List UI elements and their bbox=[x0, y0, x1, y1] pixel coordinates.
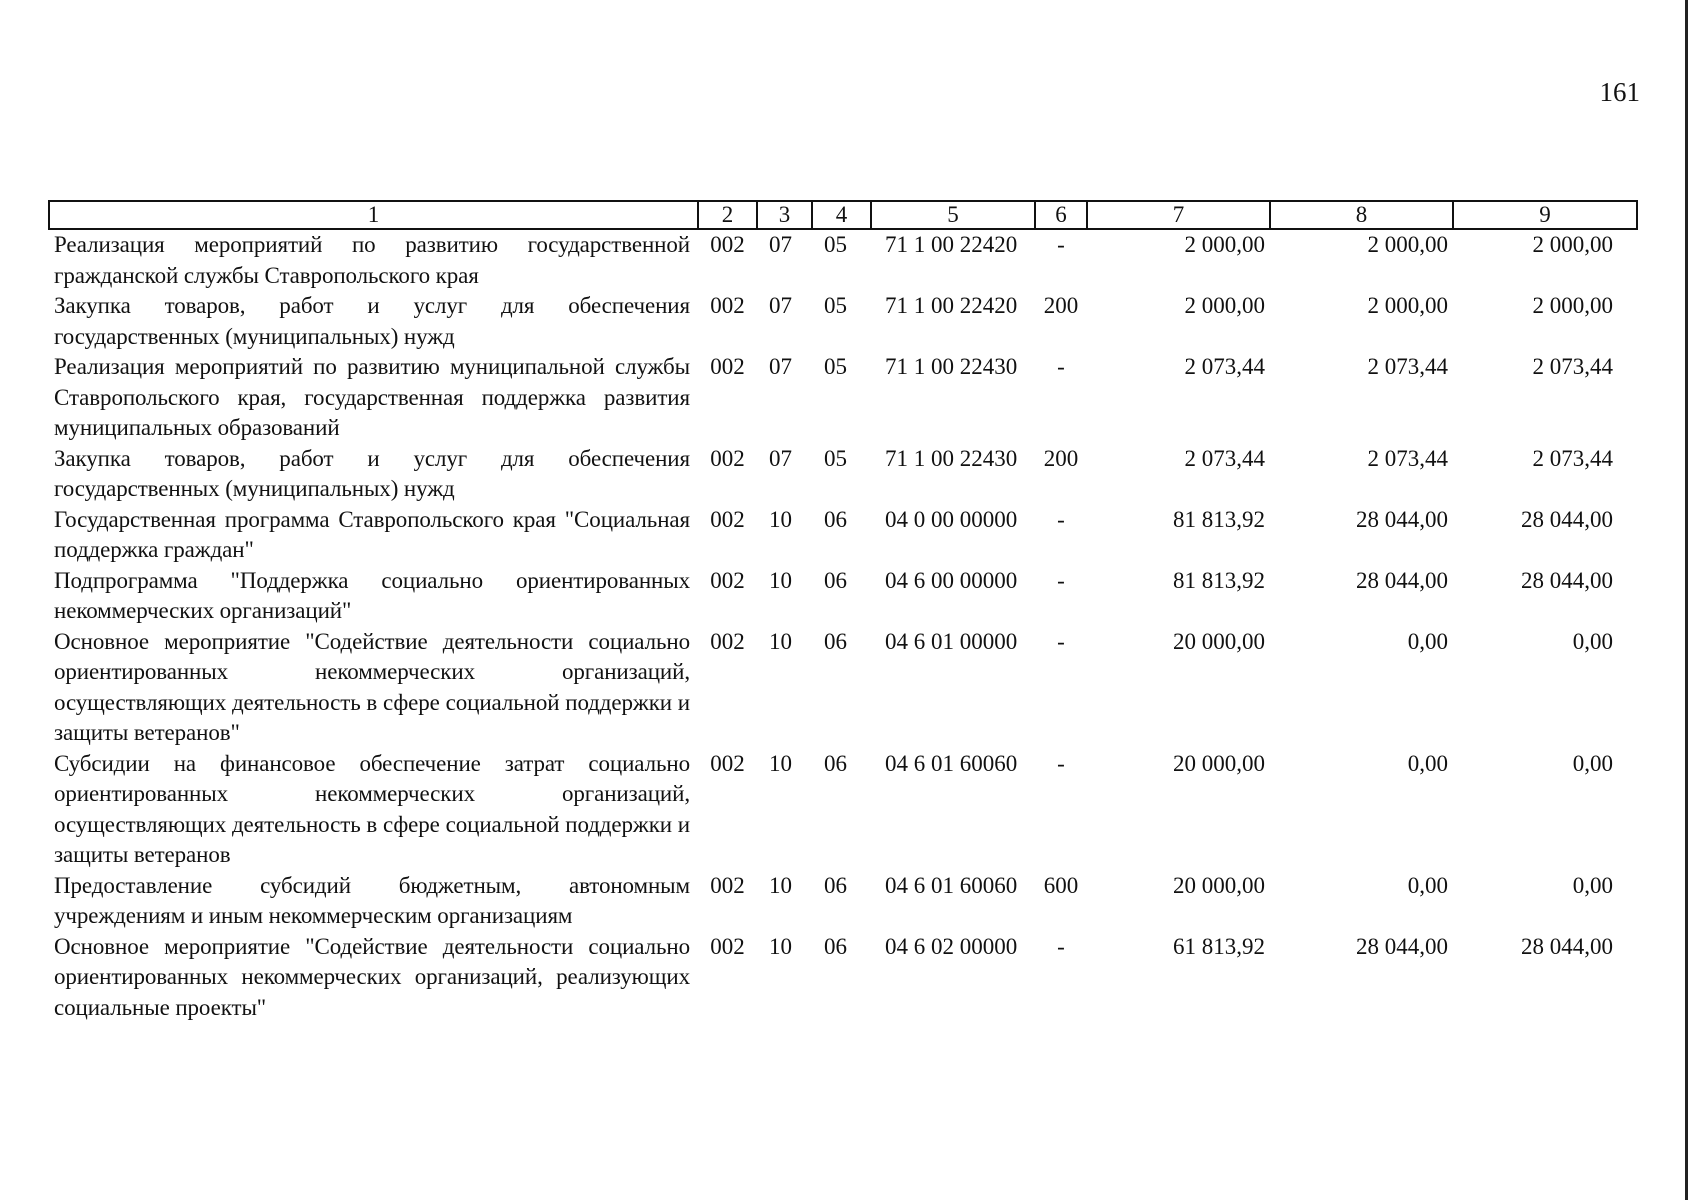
row-rz-code: 10 bbox=[769, 567, 792, 593]
header-col-7: 7 bbox=[1087, 201, 1270, 229]
row-gr-code: 002 bbox=[710, 750, 745, 776]
row-name: Реализация мероприятий по развитию государственной гражданской службы Ставропольского края bbox=[54, 232, 690, 288]
row-value-7: 81 813,92 bbox=[1173, 567, 1265, 593]
row-value-9: 28 044,00 bbox=[1521, 933, 1613, 959]
row-rz-code: 10 bbox=[769, 506, 792, 532]
row-csr-code: 04 6 01 00000 bbox=[885, 628, 1018, 654]
row-pr-code: 06 bbox=[824, 506, 847, 532]
row-value-8: 28 044,00 bbox=[1356, 933, 1448, 959]
header-col-6: 6 bbox=[1035, 201, 1087, 229]
row-value-7: 20 000,00 bbox=[1173, 750, 1265, 776]
row-value-9: 2 000,00 bbox=[1532, 293, 1613, 318]
row-value-9: 0,00 bbox=[1572, 628, 1613, 654]
row-value-7: 2 000,00 bbox=[1184, 232, 1265, 257]
row-gr-code: 002 bbox=[710, 232, 745, 257]
table-row bbox=[49, 505, 1637, 566]
row-csr-code: 04 6 00 00000 bbox=[885, 567, 1018, 593]
page-edge-line bbox=[1685, 0, 1688, 1200]
header-col-1: 1 bbox=[49, 201, 698, 229]
row-gr-code: 002 bbox=[710, 293, 745, 318]
row-vr-code: - bbox=[1057, 628, 1065, 654]
row-name: Субсидии на финансовое обеспечение затрат социально ориентированных некоммерческих организаций, осуществляющих деятельность в сфере социальной поддержки и защиты ветеранов bbox=[54, 750, 690, 867]
row-name: Закупка товаров, работ и услуг для обеспечения государственных (муниципальных) нужд bbox=[54, 445, 690, 501]
row-gr-code: 002 bbox=[710, 933, 745, 959]
table-row bbox=[49, 291, 1637, 352]
row-vr-code: - bbox=[1057, 506, 1065, 532]
row-rz-code: 07 bbox=[769, 354, 792, 379]
row-csr-code: 04 6 02 00000 bbox=[885, 933, 1018, 959]
row-value-7: 2 000,00 bbox=[1184, 293, 1265, 318]
table-row bbox=[49, 229, 1637, 291]
header-col-2: 2 bbox=[698, 201, 757, 229]
header-col-4: 4 bbox=[812, 201, 871, 229]
row-rz-code: 07 bbox=[769, 232, 792, 257]
row-value-7: 2 073,44 bbox=[1184, 354, 1265, 379]
header-col-8: 8 bbox=[1270, 201, 1453, 229]
row-gr-code: 002 bbox=[710, 567, 745, 593]
row-pr-code: 05 bbox=[824, 293, 847, 318]
row-vr-code: - bbox=[1057, 933, 1065, 959]
row-vr-code: - bbox=[1057, 354, 1065, 379]
row-value-8: 2 000,00 bbox=[1367, 293, 1448, 318]
row-value-8: 28 044,00 bbox=[1356, 567, 1448, 593]
row-pr-code: 06 bbox=[824, 750, 847, 776]
budget-table bbox=[48, 200, 1638, 1023]
table-row bbox=[49, 932, 1637, 1024]
row-vr-code: 200 bbox=[1043, 293, 1079, 318]
row-value-8: 2 000,00 bbox=[1367, 232, 1448, 257]
row-value-9: 28 044,00 bbox=[1521, 506, 1613, 532]
row-rz-code: 10 bbox=[769, 933, 792, 959]
row-name: Основное мероприятие "Содействие деятельности социально ориентированных некоммерческих организаций, осуществляющих деятельность в сфере социальной поддержки и защиты ветеранов" bbox=[54, 628, 690, 745]
row-rz-code: 10 bbox=[769, 750, 792, 776]
row-value-9: 28 044,00 bbox=[1521, 567, 1613, 593]
row-gr-code: 002 bbox=[710, 628, 745, 654]
row-csr-code: 71 1 00 22430 bbox=[885, 354, 1018, 379]
row-vr-code: 600 bbox=[1043, 872, 1079, 898]
row-csr-code: 04 0 00 00000 bbox=[885, 506, 1018, 532]
row-pr-code: 06 bbox=[824, 567, 847, 593]
row-csr-code: 04 6 01 60060 bbox=[885, 750, 1018, 776]
row-value-8: 2 073,44 bbox=[1367, 445, 1448, 471]
row-gr-code: 002 bbox=[710, 506, 745, 532]
table-row bbox=[49, 871, 1637, 932]
row-vr-code: - bbox=[1057, 567, 1065, 593]
row-csr-code: 71 1 00 22420 bbox=[885, 232, 1018, 257]
row-csr-code: 71 1 00 22430 bbox=[885, 445, 1018, 471]
row-name: Закупка товаров, работ и услуг для обеспечения государственных (муниципальных) нужд bbox=[54, 293, 690, 349]
row-value-8: 2 073,44 bbox=[1367, 354, 1448, 379]
row-value-7: 20 000,00 bbox=[1173, 872, 1265, 898]
row-vr-code: - bbox=[1057, 232, 1065, 257]
table-row bbox=[49, 352, 1637, 444]
table-row bbox=[49, 749, 1637, 871]
table-body bbox=[49, 229, 1637, 1023]
row-vr-code: 200 bbox=[1043, 445, 1079, 471]
header-row bbox=[49, 201, 1637, 229]
row-pr-code: 06 bbox=[824, 628, 847, 654]
row-vr-code: - bbox=[1057, 750, 1065, 776]
row-gr-code: 002 bbox=[710, 872, 745, 898]
row-value-9: 2 073,44 bbox=[1532, 445, 1613, 471]
row-name: Основное мероприятие "Содействие деятельности социально ориентированных некоммерческих организаций, реализующих социальные проекты" bbox=[54, 933, 690, 1020]
row-gr-code: 002 bbox=[710, 445, 745, 471]
row-value-8: 0,00 bbox=[1407, 750, 1448, 776]
row-pr-code: 05 bbox=[824, 232, 847, 257]
row-pr-code: 05 bbox=[824, 445, 847, 471]
row-value-7: 20 000,00 bbox=[1173, 628, 1265, 654]
row-value-8: 0,00 bbox=[1407, 872, 1448, 898]
row-value-7: 81 813,92 bbox=[1173, 506, 1265, 532]
row-value-9: 2 000,00 bbox=[1532, 232, 1613, 257]
table-row bbox=[49, 566, 1637, 627]
row-name: Реализация мероприятий по развитию муниципальной службы Ставропольского края, государственная поддержка развития муниципальных образований bbox=[54, 354, 690, 440]
row-rz-code: 07 bbox=[769, 293, 792, 318]
page-number: 161 bbox=[1599, 77, 1640, 107]
row-value-7: 2 073,44 bbox=[1184, 445, 1265, 471]
row-name: Государственная программа Ставропольского края "Социальная поддержка граждан" bbox=[54, 506, 690, 562]
row-value-9: 2 073,44 bbox=[1532, 354, 1613, 379]
row-pr-code: 06 bbox=[824, 933, 847, 959]
table-header bbox=[49, 201, 1637, 229]
row-rz-code: 10 bbox=[769, 628, 792, 654]
table-row bbox=[49, 627, 1637, 749]
row-value-7: 61 813,92 bbox=[1173, 933, 1265, 959]
row-name: Предоставление субсидий бюджетным, автономным учреждениям и иным некоммерческим организациям bbox=[54, 872, 690, 928]
row-name: Подпрограмма "Поддержка социально ориентированных некоммерческих организаций" bbox=[54, 567, 690, 623]
row-csr-code: 04 6 01 60060 bbox=[885, 872, 1018, 898]
row-gr-code: 002 bbox=[710, 354, 745, 379]
row-value-9: 0,00 bbox=[1572, 750, 1613, 776]
row-pr-code: 05 bbox=[824, 354, 847, 379]
row-rz-code: 07 bbox=[769, 445, 792, 471]
row-value-8: 0,00 bbox=[1407, 628, 1448, 654]
table-row bbox=[49, 444, 1637, 505]
row-rz-code: 10 bbox=[769, 872, 792, 898]
row-value-9: 0,00 bbox=[1572, 872, 1613, 898]
header-col-5: 5 bbox=[871, 201, 1035, 229]
header-col-3: 3 bbox=[757, 201, 812, 229]
row-pr-code: 06 bbox=[824, 872, 847, 898]
header-col-9: 9 bbox=[1453, 201, 1637, 229]
row-csr-code: 71 1 00 22420 bbox=[885, 293, 1018, 318]
row-value-8: 28 044,00 bbox=[1356, 506, 1448, 532]
